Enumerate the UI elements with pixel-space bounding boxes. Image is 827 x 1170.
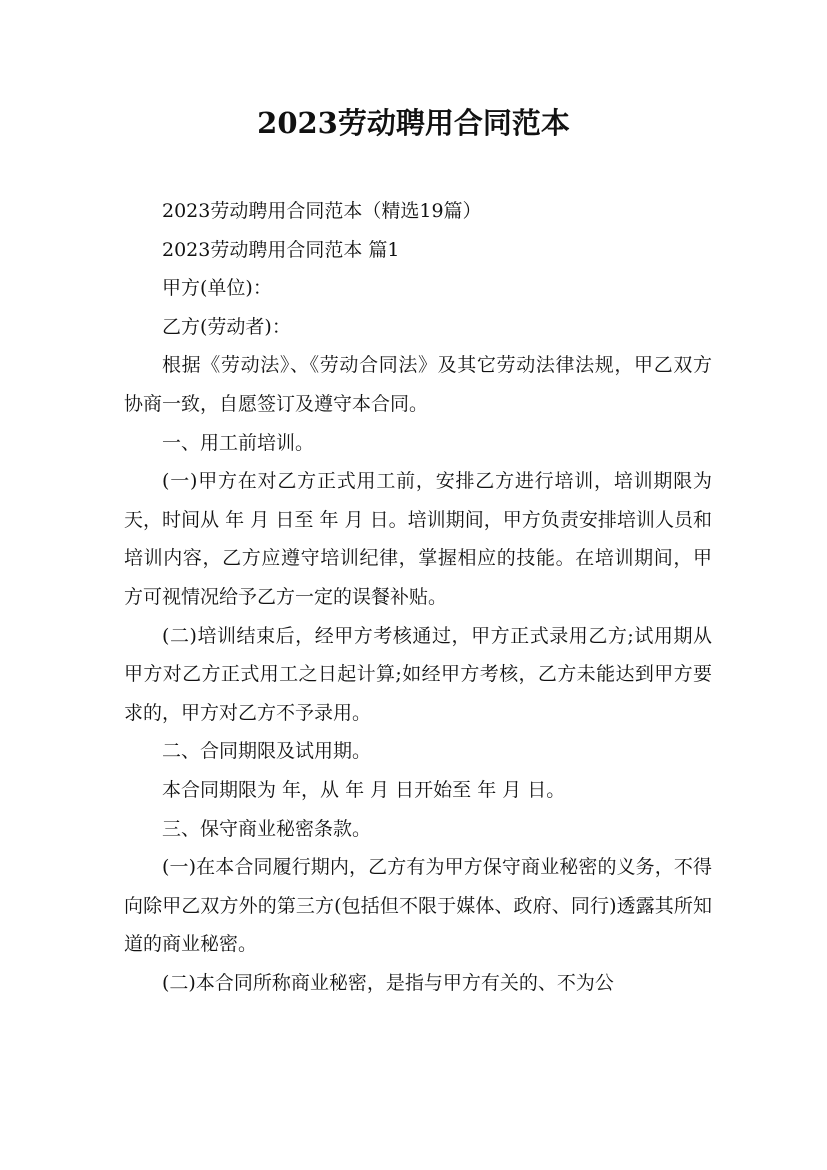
- paragraph-legal-basis: 根据《劳动法》、《劳动合同法》及其它劳动法律法规，甲乙双方协商一致，自愿签订及遵守本合同。: [124, 354, 712, 415]
- paragraph-section-3-heading: 三、保守商业秘密条款。: [162, 817, 372, 840]
- paragraph-party-a: 甲方(单位)：: [162, 277, 272, 300]
- paragraph-section-1-item-2: (二)培训结束后，经甲方考核通过，甲方正式录用乙方;试用期从甲方对乙方正式用工之日起计算;如经甲方考核，乙方未能达到甲方要求的，甲方对乙方不予录用。: [124, 624, 712, 724]
- paragraph-section-2-heading: 二、合同期限及试用期。: [162, 740, 372, 763]
- paragraph-party-b: 乙方(劳动者)：: [162, 315, 291, 338]
- paragraph-contract-term: 本合同期限为 年，从 年 月 日开始至 年 月 日。: [162, 778, 566, 801]
- paragraph-subtitle: 2023劳动聘用合同范本（精选19篇）: [162, 200, 482, 222]
- document-body: [124, 192, 719, 1002]
- paragraph-part-heading: 2023劳动聘用合同范本 篇1: [162, 238, 400, 261]
- paragraph-section-1-heading: 一、用工前培训。: [162, 431, 315, 454]
- paragraph-section-1-item-1: (一)甲方在对乙方正式用工前，安排乙方进行培训，培训期限为 天，时间从 年 月 日至 年 月 日。培训期间，甲方负责安排培训人员和培训内容，乙方应遵守培训纪律，掌握相应的技能。在培训期间，甲方可视情况给予乙方一定的误餐补贴。: [124, 470, 719, 608]
- paragraph-section-3-item-2: (二)本合同所称商业秘密，是指与甲方有关的、不为公: [162, 971, 614, 994]
- document-title: 2023劳动聘用合同范本: [257, 106, 570, 140]
- paragraph-section-3-item-1: (一)在本合同履行期内，乙方有为甲方保守商业秘密的义务，不得向除甲乙双方外的第三方(包括但不限于媒体、政府、同行)透露其所知道的商业秘密。: [124, 856, 712, 956]
